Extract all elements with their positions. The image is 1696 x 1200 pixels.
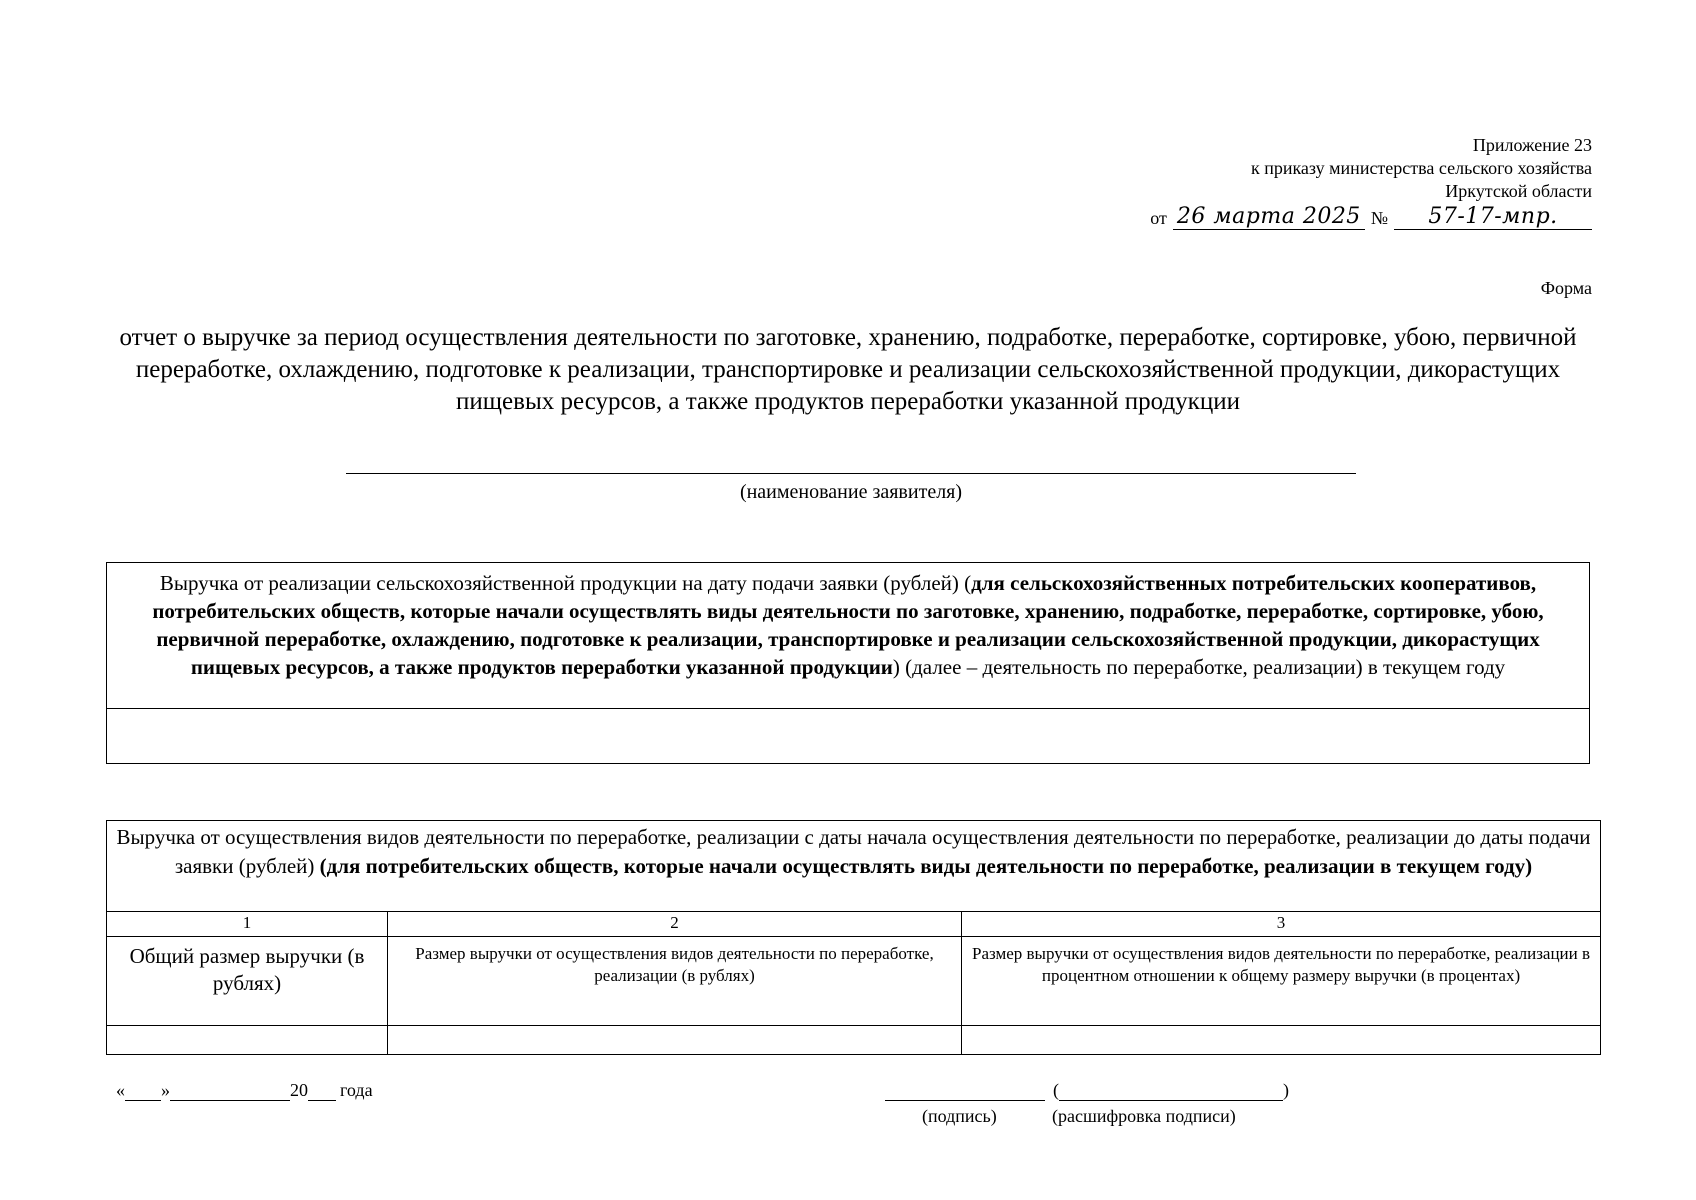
signature-field[interactable]	[885, 1082, 1045, 1101]
paren-open: (	[1053, 1080, 1059, 1100]
column-number-3: 3	[962, 912, 1601, 937]
year-field[interactable]	[308, 1082, 336, 1101]
signature-decoding-field[interactable]	[1059, 1082, 1283, 1101]
column-header-processing-revenue-percent: Размер выручки от осуществления видов деятельности по переработке, реализации в процентном отношении к общему размеру выручки (в процентах)	[962, 937, 1601, 1026]
quote-close: »	[161, 1080, 170, 1100]
revenue-table-2-text-a: Выручка от осуществления видов деятельности по переработке, реализации с даты начала осуществления деятельности по переработке, реализации до даты подачи заявки (рублей)	[116, 825, 1591, 878]
applicant-name-caption: (наименование заявителя)	[739, 481, 963, 503]
handwritten-date: 26 марта 2025	[1173, 205, 1365, 230]
appendix-number: Приложение 23	[1472, 135, 1592, 155]
column-number-2: 2	[388, 912, 962, 937]
appendix-block	[1032, 134, 1592, 230]
revenue-table-1-header	[107, 563, 1589, 709]
form-label: Форма	[1540, 278, 1592, 298]
day-field[interactable]	[125, 1082, 161, 1101]
revenue-table-1-text-a: Выручка от реализации сельскохозяйственной продукции на дату подачи заявки (рублей) (	[159, 571, 972, 595]
revenue-table-2	[106, 820, 1601, 1055]
handwritten-order-number: 57-17-мпр.	[1394, 205, 1592, 230]
month-field[interactable]	[170, 1082, 290, 1101]
appendix-order-date-line	[1032, 205, 1592, 230]
document-title: отчет о выручке за период осуществления деятельности по заготовке, хранению, подработке, переработке, сортировке, убою, первичной переработке, охлаждению, подготовке к реализации, транспортировке и реализации сельскохозяйственной продукции, дикорастущих пищевых ресурсов, а также продуктов переработки указанной продукции	[119, 324, 1577, 415]
value-total-revenue[interactable]	[107, 1026, 388, 1055]
revenue-table-1	[106, 562, 1590, 764]
applicant-name-field[interactable]	[346, 473, 1356, 474]
revenue-table-2-text-bold: (для потребительских обществ, которые начали осуществлять виды деятельности по переработке, реализации в текущем году)	[319, 854, 1533, 878]
year-prefix: 20	[290, 1080, 308, 1100]
year-suffix: года	[340, 1080, 373, 1100]
column-header-total-revenue: Общий размер выручки (в рублях)	[107, 937, 388, 1026]
report-date-line	[116, 1080, 373, 1101]
value-processing-revenue-percent[interactable]	[962, 1026, 1601, 1055]
column-header-processing-revenue: Размер выручки от осуществления видов деятельности по переработке, реализации (в рублях)	[388, 937, 962, 1026]
number-label: №	[1370, 208, 1388, 228]
revenue-table-1-text-c: ) (далее – деятельность по переработке, реализации) в текущем году	[892, 655, 1506, 679]
appendix-order-ref: к приказу министерства сельского хозяйства	[1250, 158, 1592, 178]
signature-line	[885, 1080, 1289, 1101]
quote-open: «	[116, 1080, 125, 1100]
appendix-region: Иркутской области	[1445, 181, 1592, 201]
revenue-table-2-header	[107, 821, 1601, 912]
revenue-table-1-text-bold: для сельскохозяйственных потребительских кооперативов, потребительских обществ, которые начали осуществлять виды деятельности по заготовке, хранению, подработке, переработке, сортировке, убою, первичной переработке, охлаждению, подготовке к реализации, транспортировке и реализации сельскохозяйственной продукции, дикорастущих пищевых ресурсов, а также продуктов переработки указанной продукции	[152, 571, 1544, 679]
column-number-1: 1	[107, 912, 388, 937]
signature-decoding-caption: (расшифровка подписи)	[1052, 1106, 1236, 1126]
signature-caption: (подпись)	[922, 1106, 997, 1126]
paren-close: )	[1283, 1080, 1289, 1100]
value-processing-revenue[interactable]	[388, 1026, 962, 1055]
revenue-table-1-value-cell[interactable]	[107, 709, 1589, 763]
from-label: от	[1150, 208, 1167, 228]
